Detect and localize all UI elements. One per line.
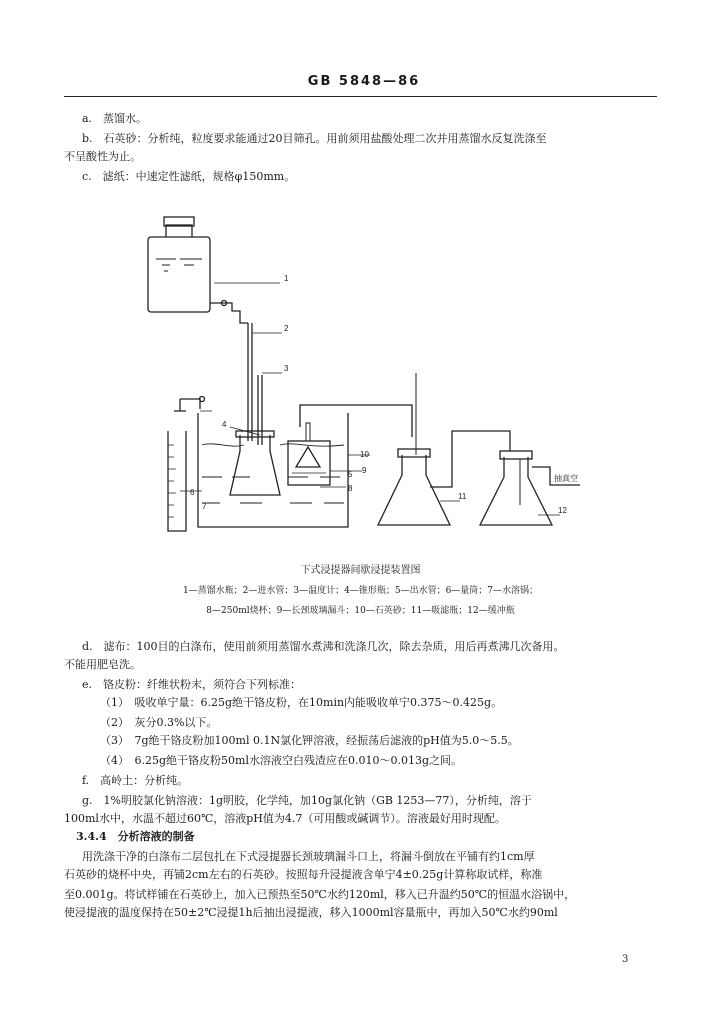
materials-item-g-cont: 100ml水中，水温不超过60℃，溶液pH值为4.7（可用酸或碱调节）。溶液最好用时现配。 <box>64 812 506 825</box>
water-bottle <box>148 237 210 312</box>
page-header: GB 5848—86 <box>307 74 421 89</box>
water-bath <box>198 413 348 527</box>
callout-5: 5 <box>348 470 353 479</box>
connector-tube <box>300 405 412 427</box>
callout-6: 6 <box>190 488 195 497</box>
figure-legend-line-2: 8—250ml烧杯；9—长颈玻璃漏斗；10—石英砂；11—吸滤瓶；12—缓冲瓶 <box>206 606 515 616</box>
materials-item-d-cont: 不能用肥皂洗。 <box>64 658 141 671</box>
materials-item-f: f. 高岭土：分析纯。 <box>82 774 189 787</box>
materials-item-b-cont: 不呈酸性为止。 <box>64 150 141 163</box>
callout-7: 7 <box>202 502 207 511</box>
procedure-para-line-3: 至0.001g。将试样铺在石英砂上，加入已预热至50℃水约120ml，移入已升温约50℃的恒温水浴锅中， <box>64 888 576 901</box>
materials-item-e: e. 铬皮粉：纤维状粉末，须符合下列标准： <box>82 678 302 691</box>
page-number: 3 <box>622 954 629 965</box>
funnel <box>296 447 320 467</box>
procedure-para-line-4: 使浸提液的温度保持在50±2℃浸提1h后抽出浸提液，移入1000ml容量瓶中，再加入50℃水约90ml <box>64 906 558 919</box>
callout-3: 3 <box>284 364 289 373</box>
conical-flask <box>230 435 280 495</box>
callout-8: 8 <box>348 484 353 493</box>
materials-item-g: g. 1%明胶氯化钠溶液：1g明胶，化学纯，加10g氯化钠（GB 1253—77），分析纯，溶于 <box>82 794 532 807</box>
callout-10: 10 <box>360 450 369 459</box>
materials-item-c: c. 滤纸：中速定性滤纸，规格φ150mm。 <box>82 170 296 183</box>
section-heading: 3.4.4 分析溶液的制备 <box>76 830 195 843</box>
callout-9: 9 <box>362 466 367 475</box>
materials-item-a: a. 蒸馏水。 <box>82 112 148 125</box>
procedure-para-line-1: 用洗涤干净的白涤布二层包扎在下式浸提器长颈玻璃漏斗口上，将漏斗倒放在平铺有约1cm厚 <box>82 850 535 863</box>
chrome-powder-spec-4: （4） 6.25g绝干铬皮粉50ml水溶液空白残渣应在0.010～0.013g之间。 <box>100 754 462 767</box>
bottle-outlet <box>210 303 248 323</box>
callout-4: 4 <box>222 420 227 429</box>
chrome-powder-spec-3: （3） 7g绝干铬皮粉加100ml 0.1N氯化钾溶液，经振荡后滤液的pH值为5.0～5.5。 <box>100 734 519 747</box>
inlet-tube <box>248 323 252 441</box>
callout-11: 11 <box>458 492 467 501</box>
materials-item-b: b. 石英砂：分析纯，粒度要求能通过20目筛孔。用前须用盐酸处理二次并用蒸馏水反复洗涤至 <box>82 132 547 145</box>
header-rule <box>64 96 657 97</box>
suction-flask <box>378 455 450 525</box>
callout-12: 12 <box>558 506 567 515</box>
vacuum-label: 抽真空 <box>554 474 578 483</box>
figure-caption: 下式浸提器间歇浸提装置图 <box>300 565 421 576</box>
chrome-powder-spec-2: （2） 灰分0.3%以下。 <box>100 716 218 729</box>
callout-2: 2 <box>284 324 289 333</box>
outlet-pipe <box>174 399 200 411</box>
procedure-para-line-2: 石英砂的烧杯中央，再铺2cm左右的石英砂。按照每升浸提液含单宁4±0.25g计算称取试样，称准 <box>64 868 543 881</box>
chrome-powder-spec-1: （1） 吸收单宁量：6.25g绝干铬皮粉，在10min内能吸收单宁0.375～0.425g。 <box>100 696 503 709</box>
apparatus-diagram <box>140 205 620 565</box>
figure-legend-line-1: 1—蒸馏水瓶；2—进水管；3—温度计；4—锥形瓶；5—出水管；6—量筒；7—水溶锅； <box>182 586 539 596</box>
bottle-neck <box>166 225 192 237</box>
materials-item-d: d. 滤布：100目的白涤布，使用前须用蒸馏水煮沸和洗涤几次，除去杂质，用后再煮沸几次备用。 <box>82 640 565 653</box>
callout-1: 1 <box>284 274 289 283</box>
